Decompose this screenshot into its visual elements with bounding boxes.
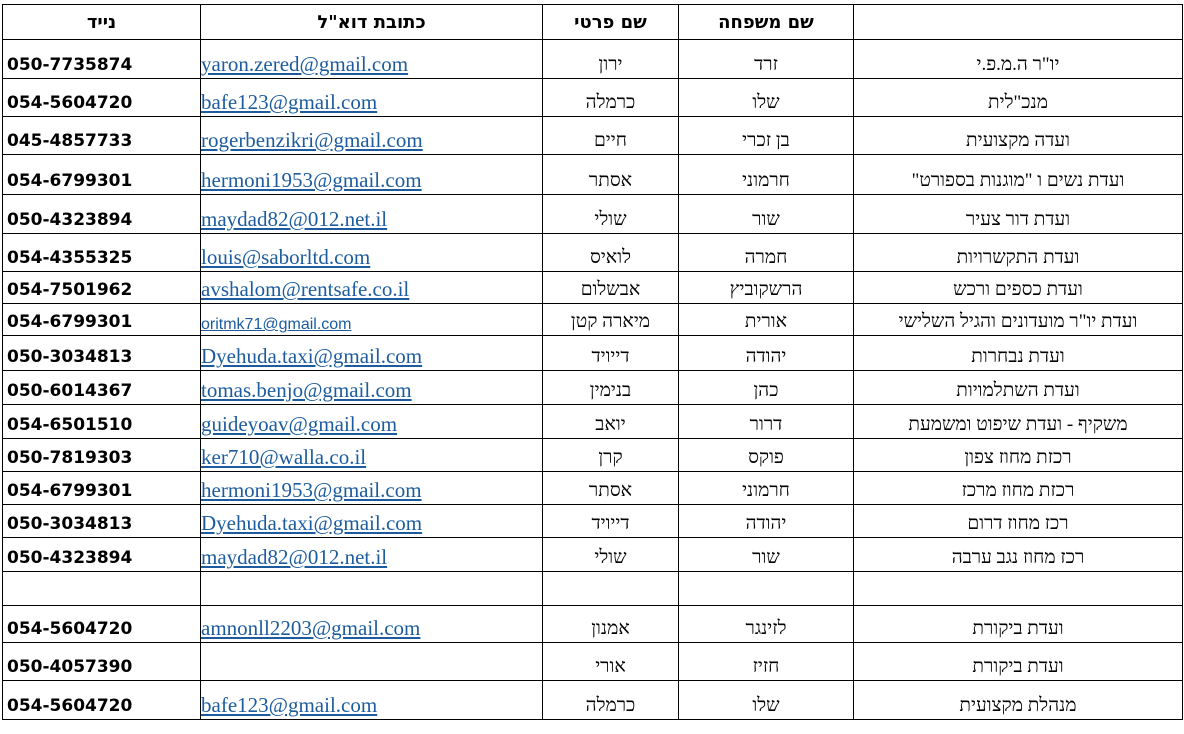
phone-cell: 050-4323894 bbox=[3, 538, 201, 572]
table-row bbox=[3, 79, 1183, 117]
phone-cell: 050-3034813 bbox=[3, 336, 201, 371]
email-cell bbox=[201, 643, 543, 681]
email-link[interactable]: guideyoav@gmail.com bbox=[201, 412, 398, 436]
header-email: כתובת דוא"ל bbox=[201, 5, 543, 40]
email-link[interactable]: hermoni1953@gmail.com bbox=[201, 478, 422, 502]
email-cell bbox=[201, 538, 543, 572]
role-cell: ועדת דור צעיר bbox=[854, 195, 1183, 234]
email-link[interactable]: Dyehuda.taxi@gmail.com bbox=[201, 344, 423, 368]
phone-cell: 050-7735874 bbox=[3, 40, 201, 79]
phone-cell: 050-7819303 bbox=[3, 439, 201, 472]
table-row bbox=[3, 371, 1183, 405]
email-cell bbox=[201, 606, 543, 643]
email-cell bbox=[201, 439, 543, 472]
header-row bbox=[3, 5, 1183, 40]
role-cell: משקיף - ועדת שיפוט ומשמעת bbox=[854, 405, 1183, 439]
phone-cell: 054-6799301 bbox=[3, 304, 201, 336]
email-cell bbox=[201, 79, 543, 117]
table-row bbox=[3, 643, 1183, 681]
phone-cell: 054-5604720 bbox=[3, 79, 201, 117]
email-cell bbox=[201, 681, 543, 720]
first-name-cell: דייויד bbox=[543, 505, 679, 538]
role-cell: יו"ר ה.מ.פ.י bbox=[854, 40, 1183, 79]
last-name-cell: חרמוני bbox=[679, 155, 854, 195]
table-row bbox=[3, 439, 1183, 472]
table-row bbox=[3, 272, 1183, 304]
last-name-cell: חרמוני bbox=[679, 472, 854, 505]
table-row bbox=[3, 505, 1183, 538]
role-cell: רכז מחוז דרום bbox=[854, 505, 1183, 538]
table-row bbox=[3, 606, 1183, 643]
table-row bbox=[3, 538, 1183, 572]
phone-cell: 045-4857733 bbox=[3, 117, 201, 155]
email-cell bbox=[201, 336, 543, 371]
first-name-cell: דייויד bbox=[543, 336, 679, 371]
last-name-cell: חמרה bbox=[679, 234, 854, 272]
table-row bbox=[3, 472, 1183, 505]
table-row bbox=[3, 40, 1183, 79]
last-name-cell: לזינגר bbox=[679, 606, 854, 643]
email-cell bbox=[201, 117, 543, 155]
phone-cell: 050-4323894 bbox=[3, 195, 201, 234]
role-cell bbox=[854, 572, 1183, 606]
phone-cell: 054-5604720 bbox=[3, 606, 201, 643]
role-cell: מנהלת מקצועית bbox=[854, 681, 1183, 720]
phone-cell: 054-4355325 bbox=[3, 234, 201, 272]
email-cell bbox=[201, 155, 543, 195]
email-link[interactable]: rogerbenzikri@gmail.com bbox=[201, 128, 423, 152]
email-link[interactable]: hermoni1953@gmail.com bbox=[201, 168, 422, 192]
first-name-cell: אסתר bbox=[543, 155, 679, 195]
table-row bbox=[3, 304, 1183, 336]
first-name-cell: יואב bbox=[543, 405, 679, 439]
email-link[interactable]: bafe123@gmail.com bbox=[201, 693, 378, 717]
last-name-cell: דרור bbox=[679, 405, 854, 439]
first-name-cell: כרמלה bbox=[543, 681, 679, 720]
email-cell bbox=[201, 472, 543, 505]
last-name-cell: הרשקוביץ bbox=[679, 272, 854, 304]
last-name-cell: יהודה bbox=[679, 505, 854, 538]
last-name-cell: כהן bbox=[679, 371, 854, 405]
email-cell bbox=[201, 505, 543, 538]
header-role bbox=[854, 5, 1183, 40]
first-name-cell: אסתר bbox=[543, 472, 679, 505]
role-cell: ועדת התקשרויות bbox=[854, 234, 1183, 272]
table-row bbox=[3, 195, 1183, 234]
last-name-cell: שור bbox=[679, 195, 854, 234]
phone-cell: 054-6799301 bbox=[3, 155, 201, 195]
email-cell bbox=[201, 304, 543, 336]
role-cell: ועדת יו"ר מועדונים והגיל השלישי bbox=[854, 304, 1183, 336]
header-phone: נייד bbox=[3, 5, 201, 40]
email-link[interactable]: Dyehuda.taxi@gmail.com bbox=[201, 511, 423, 535]
email-link[interactable]: avshalom@rentsafe.co.il bbox=[201, 277, 410, 301]
phone-cell bbox=[3, 572, 201, 606]
email-link[interactable]: yaron.zered@gmail.com bbox=[201, 52, 409, 76]
table-row bbox=[3, 336, 1183, 371]
table-row bbox=[3, 155, 1183, 195]
first-name-cell: שולי bbox=[543, 538, 679, 572]
header-last-name: שם משפחה bbox=[679, 5, 854, 40]
phone-cell: 054-5604720 bbox=[3, 681, 201, 720]
last-name-cell: שור bbox=[679, 538, 854, 572]
last-name-cell: פוקס bbox=[679, 439, 854, 472]
phone-cell: 050-4057390 bbox=[3, 643, 201, 681]
first-name-cell: ירון bbox=[543, 40, 679, 79]
last-name-cell: שלו bbox=[679, 681, 854, 720]
email-cell bbox=[201, 405, 543, 439]
first-name-cell: שולי bbox=[543, 195, 679, 234]
last-name-cell: בן זכרי bbox=[679, 117, 854, 155]
phone-cell: 054-6799301 bbox=[3, 472, 201, 505]
phone-cell: 054-6501510 bbox=[3, 405, 201, 439]
email-link[interactable]: amnonll2203@gmail.com bbox=[201, 616, 421, 640]
phone-cell: 050-3034813 bbox=[3, 505, 201, 538]
last-name-cell: שלו bbox=[679, 79, 854, 117]
last-name-cell bbox=[679, 572, 854, 606]
first-name-cell: לואיס bbox=[543, 234, 679, 272]
role-cell: ועדת נבחרות bbox=[854, 336, 1183, 371]
role-cell: ועדת ביקורת bbox=[854, 606, 1183, 643]
table-row bbox=[3, 405, 1183, 439]
first-name-cell: מיארה קטן bbox=[543, 304, 679, 336]
email-link[interactable]: bafe123@gmail.com bbox=[201, 90, 378, 114]
first-name-cell bbox=[543, 572, 679, 606]
role-cell: ועדת השתלמויות bbox=[854, 371, 1183, 405]
email-cell bbox=[201, 195, 543, 234]
role-cell: רכזת מחוז צפון bbox=[854, 439, 1183, 472]
email-link[interactable]: louis@saborltd.com bbox=[201, 245, 371, 269]
email-link[interactable]: ker710@walla.co.il bbox=[201, 445, 367, 469]
role-cell: רכז מחוז נגב ערבה bbox=[854, 538, 1183, 572]
email-link[interactable]: oritmk71@gmail.com bbox=[201, 316, 352, 333]
last-name-cell: זרד bbox=[679, 40, 854, 79]
first-name-cell: חיים bbox=[543, 117, 679, 155]
email-cell bbox=[201, 371, 543, 405]
first-name-cell: אורי bbox=[543, 643, 679, 681]
contacts-table bbox=[2, 4, 1183, 720]
first-name-cell: כרמלה bbox=[543, 79, 679, 117]
email-cell bbox=[201, 572, 543, 606]
phone-cell: 050-6014367 bbox=[3, 371, 201, 405]
role-cell: מנכ"לית bbox=[854, 79, 1183, 117]
first-name-cell: קרן bbox=[543, 439, 679, 472]
email-link[interactable]: maydad82@012.net.il bbox=[201, 545, 388, 569]
email-cell bbox=[201, 234, 543, 272]
table-row bbox=[3, 234, 1183, 272]
table-row bbox=[3, 572, 1183, 606]
email-cell bbox=[201, 272, 543, 304]
first-name-cell: בנימין bbox=[543, 371, 679, 405]
email-link[interactable]: maydad82@012.net.il bbox=[201, 207, 388, 231]
phone-cell: 054-7501962 bbox=[3, 272, 201, 304]
first-name-cell: אבשלום bbox=[543, 272, 679, 304]
role-cell: ועדה מקצועית bbox=[854, 117, 1183, 155]
table-row bbox=[3, 681, 1183, 720]
email-link[interactable]: tomas.benjo@gmail.com bbox=[201, 378, 412, 402]
last-name-cell: יהודה bbox=[679, 336, 854, 371]
role-cell: ועדת נשים ו "מוגנות בספורט" bbox=[854, 155, 1183, 195]
email-cell bbox=[201, 40, 543, 79]
last-name-cell: חזיז bbox=[679, 643, 854, 681]
last-name-cell: אורית bbox=[679, 304, 854, 336]
role-cell: רכזת מחוז מרכז bbox=[854, 472, 1183, 505]
first-name-cell: אמנון bbox=[543, 606, 679, 643]
role-cell: ועדת כספים ורכש bbox=[854, 272, 1183, 304]
role-cell: ועדת ביקורת bbox=[854, 643, 1183, 681]
header-first-name: שם פרטי bbox=[543, 5, 679, 40]
table-row bbox=[3, 117, 1183, 155]
